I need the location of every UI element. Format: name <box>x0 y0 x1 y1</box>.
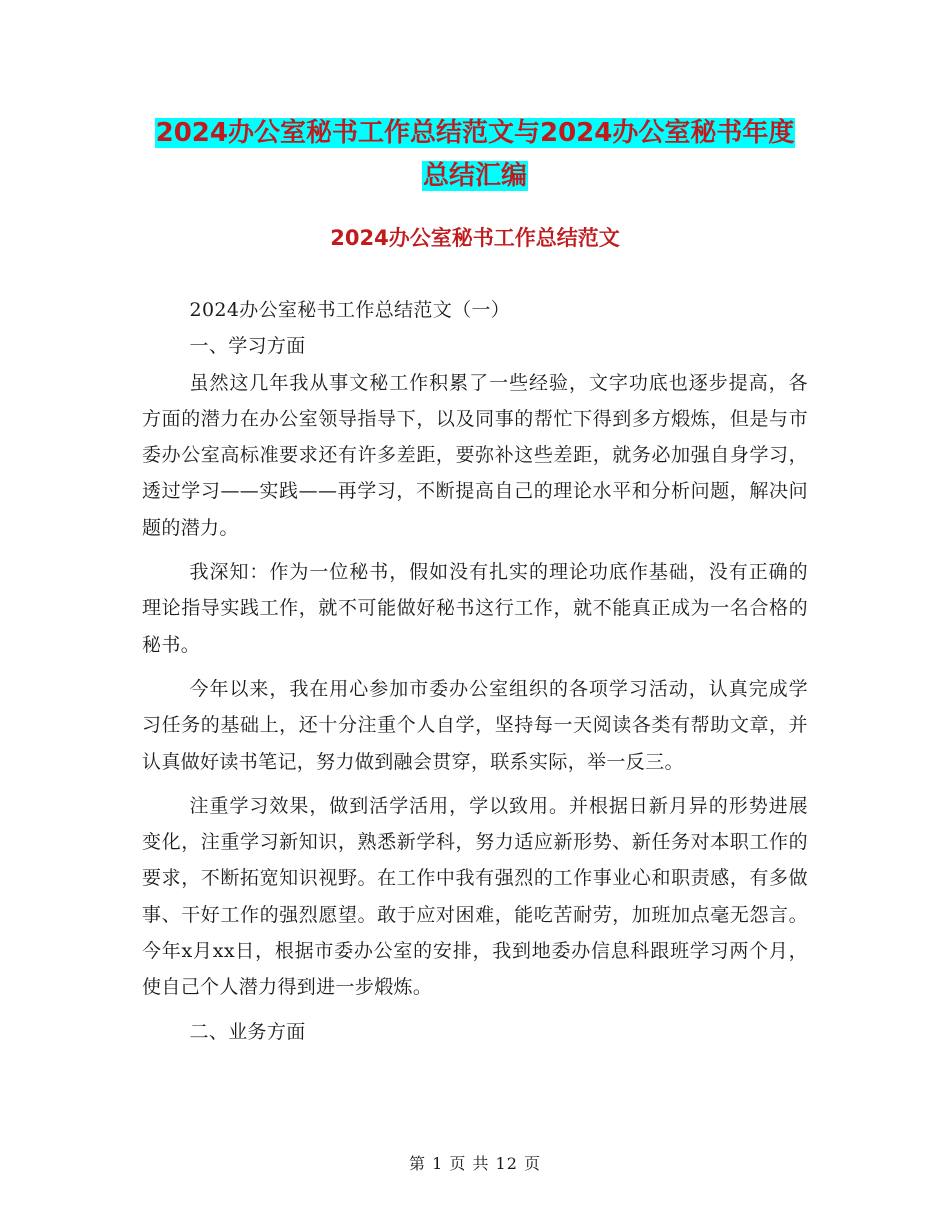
paragraph-body: 我深知：作为一位秘书，假如没有扎实的理论功底作基础，没有正确的理论指导实践工作，就不可能做好秘书这行工作，就不能真正成为一名合格的秘书。 <box>142 561 808 656</box>
paragraph-heading-2: 二、业务方面 <box>189 1020 306 1043</box>
document-title-line-2 <box>0 155 950 197</box>
document-title-text-1: 2024办公室秘书工作总结范文与2024办公室秘书年度 <box>155 118 795 148</box>
document-title-text-2: 总结汇编 <box>422 161 527 191</box>
paragraph-body: 今年以来，我在用心参加市委办公室组织的各项学习活动，认真完成学习任务的基础上，还十分注重个人自学，坚持每一天阅读各类有帮助文章，并认真做好读书笔记，努力做到融会贯穿，联系实际，举一反三。 <box>142 677 808 773</box>
document-title-line-1 <box>0 112 950 154</box>
section-title: 2024办公室秘书工作总结范文 <box>330 226 620 250</box>
paragraph-body: 虽然这几年我从事文秘工作积累了一些经验，文字功底也逐步提高，各方面的潜力在办公室领导指导下，以及同事的帮忙下得到多方煅炼，但是与市委办公室高标准要求还有许多差距，要弥补这些差距，就务必加强自身学习，透过学习——实践——再学习，不断提高自己的理论水平和分析问题，解决问题的潜力。 <box>142 371 808 539</box>
paragraph-subtitle: 2024办公室秘书工作总结范文（一） <box>189 299 511 321</box>
paragraph-body: 注重学习效果，做到活学活用，学以致用。并根据日新月异的形势进展变化，注重学习新知识，熟悉新学科，努力适应新形势、新任务对本职工作的要求，不断拓宽知识视野。在工作中我有强烈的工作事业心和职责感，有多做事、干好工作的强烈愿望。敢于应对困难，能吃苦耐劳，加班加点毫无怨言。今年x月xx日，根据市委办公室的安排，我到地委办信息科跟班学习两个月，使自己个人潜力得到进一步煅炼。 <box>142 794 808 999</box>
document-body <box>142 292 808 1050</box>
page-footer: 第 1 页 共 12 页 <box>409 1154 541 1173</box>
paragraph-heading-1: 一、学习方面 <box>189 335 306 358</box>
